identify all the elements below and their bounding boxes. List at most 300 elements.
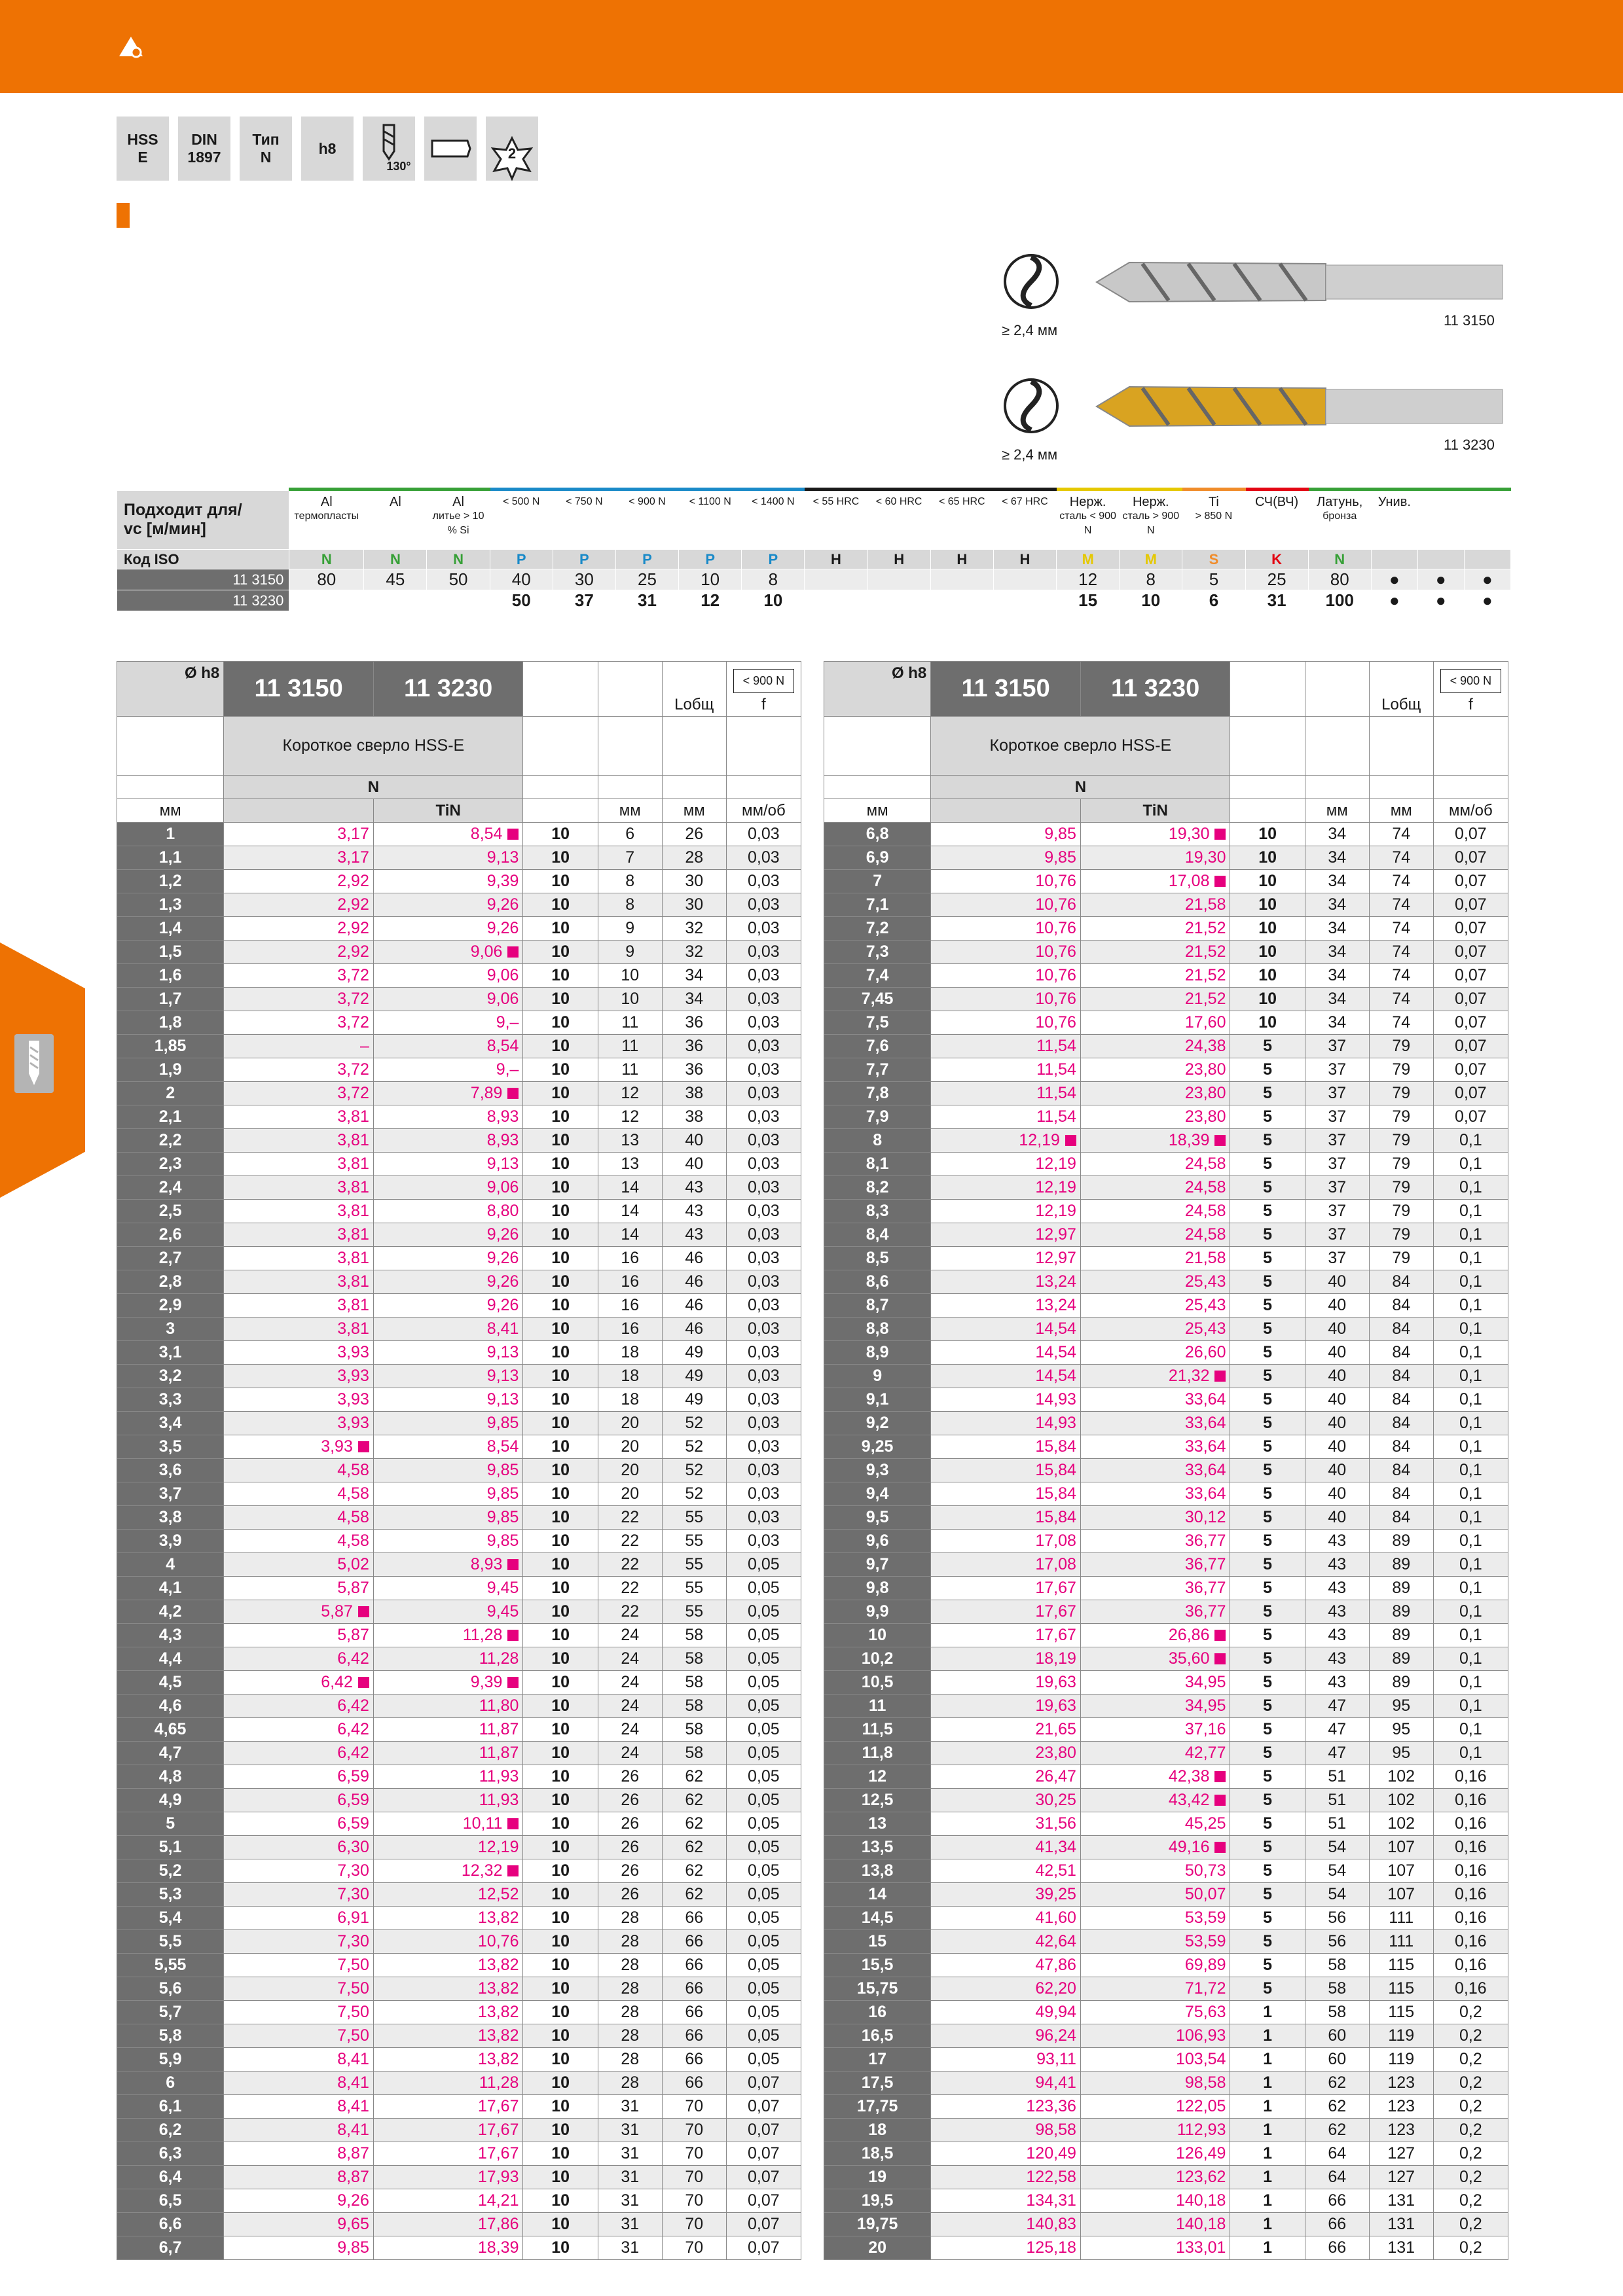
- price-value: 11,28: [479, 1649, 519, 1668]
- unit-l: мм: [1369, 799, 1433, 823]
- col-5: 10: [523, 2024, 598, 2048]
- table-row: [117, 1482, 801, 1506]
- price-2: [373, 2189, 523, 2213]
- col-7: 84: [1369, 1412, 1433, 1435]
- price-value: 15,84: [1035, 1508, 1076, 1526]
- col-5: 10: [523, 2072, 598, 2095]
- price-value: 9,85: [486, 1508, 519, 1526]
- price-1: [931, 1270, 1081, 1294]
- diameter: 11: [824, 1695, 931, 1718]
- price-value: 8,41: [337, 2121, 369, 2139]
- diameter: 1: [117, 823, 224, 846]
- price-2: [373, 1977, 523, 2001]
- price-1: [931, 1200, 1081, 1223]
- price-value: 17,08: [1168, 872, 1210, 890]
- price-1: [931, 1105, 1081, 1129]
- col-6: 43: [1305, 1577, 1369, 1600]
- stock-marker-icon: [358, 1606, 369, 1617]
- price-value: 9,–: [496, 1060, 519, 1079]
- diameter: 9,6: [824, 1530, 931, 1553]
- price-value: 17,93: [477, 2168, 519, 2186]
- col-7: 107: [1369, 1836, 1433, 1859]
- table-row: [117, 893, 801, 917]
- table-row: [824, 1883, 1508, 1907]
- price-1: [931, 2024, 1081, 2048]
- col-8: 0,2: [1433, 2048, 1508, 2072]
- col-5: 10: [523, 1883, 598, 1907]
- price-value: 45,25: [1184, 1814, 1226, 1833]
- price-value: 30,12: [1184, 1508, 1226, 1526]
- price-1: [224, 2001, 374, 2024]
- price-value: 3,17: [337, 848, 369, 867]
- table-row: [117, 2095, 801, 2119]
- col-8: 0,05: [726, 2048, 801, 2072]
- col-6: 60: [1305, 2024, 1369, 2048]
- col-7: 95: [1369, 1718, 1433, 1742]
- col-8: 0,05: [726, 1647, 801, 1671]
- price-2: [373, 1671, 523, 1695]
- col-5: 10: [523, 1365, 598, 1388]
- diameter: 4,4: [117, 1647, 224, 1671]
- col-6: 37: [1305, 1153, 1369, 1176]
- col-8: 0,1: [1433, 1600, 1508, 1624]
- price-value: 9,65: [337, 2215, 369, 2233]
- col-5: 1: [1230, 2048, 1305, 2072]
- head-cell-4: [598, 662, 662, 717]
- col-8: 0,07: [1433, 1035, 1508, 1058]
- price-1: [224, 1624, 374, 1647]
- price-value: 34,95: [1184, 1696, 1226, 1715]
- price-1: [224, 2213, 374, 2236]
- price-value: 30,25: [1035, 1791, 1076, 1809]
- col-7: 49: [662, 1341, 726, 1365]
- vc-value: [805, 569, 867, 590]
- compat-col-16: [1308, 490, 1371, 550]
- col-6: 22: [598, 1577, 662, 1600]
- table-row: [117, 1247, 801, 1270]
- compat-col-9: [867, 490, 930, 550]
- col-7: 127: [1369, 2142, 1433, 2166]
- price-value: 26,60: [1184, 1343, 1226, 1361]
- stock-marker-icon: [507, 1559, 519, 1570]
- col-6: 34: [1305, 846, 1369, 870]
- col-5: 10: [523, 988, 598, 1011]
- head-cell-6: [1433, 662, 1508, 717]
- iso-code: N: [364, 550, 427, 569]
- vc-value: [867, 569, 930, 590]
- col-7: 38: [662, 1105, 726, 1129]
- price-1: [931, 1482, 1081, 1506]
- drill-cross-section-icon: [1002, 376, 1061, 435]
- price-value: 13,82: [477, 1909, 519, 1927]
- col-6: 28: [598, 1907, 662, 1930]
- col-8: 0,1: [1433, 1482, 1508, 1506]
- table-row: [824, 1506, 1508, 1530]
- price-value: 26,47: [1035, 1767, 1076, 1785]
- price-2: [1080, 1907, 1230, 1930]
- col-7: 43: [662, 1223, 726, 1247]
- diameter: 6,9: [824, 846, 931, 870]
- col-8: 0,1: [1433, 1530, 1508, 1553]
- price-2: [1080, 1600, 1230, 1624]
- table-row: [117, 2189, 801, 2213]
- price-value: 7,50: [337, 1956, 369, 1974]
- price-value: 98,58: [1184, 2073, 1226, 2092]
- table-row: [117, 1176, 801, 1200]
- price-2: [373, 1105, 523, 1129]
- col-8: 0,1: [1433, 1176, 1508, 1200]
- price-value: 140,18: [1176, 2191, 1226, 2210]
- price-value: 3,81: [337, 1296, 369, 1314]
- diameter: 7,9: [824, 1105, 931, 1129]
- col-6: 20: [598, 1412, 662, 1435]
- col-6: 62: [1305, 2072, 1369, 2095]
- col-7: 34: [662, 988, 726, 1011]
- col-7: 66: [662, 2001, 726, 2024]
- price-value: 9,45: [486, 1579, 519, 1597]
- price-2: [1080, 1388, 1230, 1412]
- product-min-dia: ≥ 2,4 мм: [1002, 322, 1058, 338]
- iso-code: N: [289, 550, 364, 569]
- col-8: 0,16: [1433, 1930, 1508, 1954]
- price-value: 11,54: [1036, 1107, 1076, 1126]
- col-5: 10: [523, 1859, 598, 1883]
- price-1: [931, 1506, 1081, 1530]
- col-8: 0,1: [1433, 1318, 1508, 1341]
- price-2: [373, 1482, 523, 1506]
- table-row: [117, 1459, 801, 1482]
- price-2: [373, 1270, 523, 1294]
- price-2: [373, 2119, 523, 2142]
- diameter: 5: [117, 1812, 224, 1836]
- price-2: [373, 964, 523, 988]
- diameter: 1,5: [117, 941, 224, 964]
- price-1: [931, 1765, 1081, 1789]
- diameter: 7,7: [824, 1058, 931, 1082]
- col-5: 10: [523, 893, 598, 917]
- col-8: 0,16: [1433, 1812, 1508, 1836]
- compat-row-code: 11 3150: [117, 569, 289, 590]
- price-2: [373, 1365, 523, 1388]
- unit-mm: мм: [117, 799, 224, 823]
- price-1: [224, 1294, 374, 1318]
- col-8: 0,05: [726, 2001, 801, 2024]
- col-6: 26: [598, 1859, 662, 1883]
- price-value: 12,19: [1019, 1131, 1060, 1149]
- price-value: 103,54: [1176, 2050, 1226, 2068]
- diameter: 19,75: [824, 2213, 931, 2236]
- col-7: 84: [1369, 1318, 1433, 1341]
- col-8: 0,07: [1433, 941, 1508, 964]
- code2-label: 11 3230: [1111, 675, 1200, 702]
- price-value: 8,54: [486, 1437, 519, 1456]
- price-1: [931, 846, 1081, 870]
- price-value: 9,26: [486, 1249, 519, 1267]
- col-7: 58: [662, 1695, 726, 1718]
- vc-value: [289, 590, 364, 611]
- diameter: 8,4: [824, 1223, 931, 1247]
- col-7: 58: [662, 1718, 726, 1742]
- vc-value: [364, 590, 427, 611]
- table-row: [117, 1836, 801, 1859]
- diameter: 13,8: [824, 1859, 931, 1883]
- col-7: 79: [1369, 1105, 1433, 1129]
- col-5: 5: [1230, 1742, 1305, 1765]
- col-6: 56: [1305, 1907, 1369, 1930]
- col-6: 47: [1305, 1695, 1369, 1718]
- diameter: 5,3: [117, 1883, 224, 1907]
- price-2: [1080, 2048, 1230, 2072]
- diameter: 19,5: [824, 2189, 931, 2213]
- price-1: [931, 1058, 1081, 1082]
- table-row: [117, 1082, 801, 1105]
- diameter: 15: [824, 1930, 931, 1954]
- price-value: 3,81: [337, 1155, 369, 1173]
- diameter: 14: [824, 1883, 931, 1907]
- head-cell-0: [117, 662, 224, 717]
- diameter: 6,3: [117, 2142, 224, 2166]
- table-row: [117, 1577, 801, 1600]
- price-1: [931, 1553, 1081, 1577]
- price-2: [1080, 1624, 1230, 1647]
- price-2: [373, 2072, 523, 2095]
- table-row: [824, 1035, 1508, 1058]
- col-6: 18: [598, 1388, 662, 1412]
- price-value: 69,89: [1184, 1956, 1226, 1974]
- f_label-label: f: [1468, 696, 1473, 713]
- compat-col-h2: термопласты: [294, 511, 359, 522]
- price-value: 8,87: [337, 2144, 369, 2162]
- col-5: 1: [1230, 2236, 1305, 2260]
- col-8: 0,16: [1433, 1789, 1508, 1812]
- price-value: 21,65: [1035, 1720, 1076, 1738]
- price-1: [931, 1600, 1081, 1624]
- col-7: 46: [662, 1294, 726, 1318]
- col-5: 10: [523, 1153, 598, 1176]
- table-row: [117, 1930, 801, 1954]
- price-2: [373, 1812, 523, 1836]
- col-5: 5: [1230, 1341, 1305, 1365]
- table-row: [824, 1388, 1508, 1412]
- price-2: [373, 1647, 523, 1671]
- col-7: 89: [1369, 1624, 1433, 1647]
- col-8: 0,03: [726, 1247, 801, 1270]
- price-value: 5,87: [337, 1626, 369, 1644]
- iso-code: P: [553, 550, 615, 569]
- price-2: [1080, 941, 1230, 964]
- col-7: 32: [662, 941, 726, 964]
- diameter: 9,2: [824, 1412, 931, 1435]
- price-1: [931, 1742, 1081, 1765]
- unit-mm: мм: [1305, 799, 1369, 823]
- table-row: [824, 1270, 1508, 1294]
- col-5: 10: [523, 1695, 598, 1718]
- col-5: 10: [523, 2001, 598, 2024]
- table-row: [824, 1435, 1508, 1459]
- col-6: 37: [1305, 1223, 1369, 1247]
- price-value: 33,64: [1184, 1484, 1226, 1503]
- col-6: 34: [1305, 988, 1369, 1011]
- spec-box-0: [117, 117, 169, 181]
- price-2: [373, 1294, 523, 1318]
- col-7: 115: [1369, 2001, 1433, 2024]
- price-value: 10,76: [1035, 919, 1076, 937]
- spec-box-1: [178, 117, 230, 181]
- price-2: [1080, 2189, 1230, 2213]
- price-1: [931, 2236, 1081, 2260]
- col-6: 40: [1305, 1294, 1369, 1318]
- col-7: 127: [1369, 2166, 1433, 2189]
- price-1: [224, 1435, 374, 1459]
- col-5: 10: [523, 1600, 598, 1624]
- price-1: [931, 1035, 1081, 1058]
- col-6: 37: [1305, 1058, 1369, 1082]
- hoffmann-logo-icon: [117, 34, 147, 59]
- col-7: 79: [1369, 1200, 1433, 1223]
- col-7: 62: [662, 1812, 726, 1836]
- iso-code: H: [930, 550, 993, 569]
- price-1: [224, 1671, 374, 1695]
- col-6: 40: [1305, 1435, 1369, 1459]
- price-2: [1080, 1718, 1230, 1742]
- col-8: 0,1: [1433, 1247, 1508, 1270]
- col-6: 40: [1305, 1459, 1369, 1482]
- compat-row-code: 11 3230: [117, 590, 289, 611]
- price-value: 23,80: [1184, 1060, 1226, 1079]
- compat-col-8: [805, 490, 867, 550]
- vc-value: [993, 590, 1056, 611]
- table-row: [117, 1318, 801, 1341]
- col-7: 119: [1369, 2048, 1433, 2072]
- price-2: [1080, 1435, 1230, 1459]
- price-value: 3,93: [337, 1390, 369, 1408]
- price-value: 8,41: [337, 2097, 369, 2115]
- spec-box-2: [240, 117, 292, 181]
- price-1: [931, 1789, 1081, 1812]
- col-6: 24: [598, 1647, 662, 1671]
- col-6: 7: [598, 846, 662, 870]
- col-5: 5: [1230, 1294, 1305, 1318]
- col-8: 0,1: [1433, 1506, 1508, 1530]
- col-7: 79: [1369, 1223, 1433, 1247]
- price-value: 6,91: [337, 1909, 369, 1927]
- price-value: 14,54: [1035, 1367, 1076, 1385]
- col-5: 10: [523, 1459, 598, 1482]
- price-value: 6,59: [337, 1814, 369, 1833]
- price-value: 94,41: [1035, 2073, 1076, 2092]
- col-5: 5: [1230, 1859, 1305, 1883]
- diameter: 2,6: [117, 1223, 224, 1247]
- price-2: [373, 917, 523, 941]
- n900-label: < 900 N: [1440, 669, 1501, 693]
- table-row: [824, 1930, 1508, 1954]
- col-8: 0,2: [1433, 2119, 1508, 2142]
- price-2: [373, 1129, 523, 1153]
- col-5: 1: [1230, 2095, 1305, 2119]
- price-2: [373, 823, 523, 846]
- price-2: [373, 1789, 523, 1812]
- table-row: [824, 1742, 1508, 1765]
- col-6: 58: [1305, 1977, 1369, 2001]
- diameter: 9,7: [824, 1553, 931, 1577]
- price-value: 133,01: [1176, 2238, 1226, 2257]
- col-5: 5: [1230, 1789, 1305, 1812]
- col-6: 10: [598, 964, 662, 988]
- garant-logo: [117, 203, 130, 228]
- table-row: [824, 2142, 1508, 2166]
- col-6: 22: [598, 1506, 662, 1530]
- price-1: [224, 2166, 374, 2189]
- price-1: [224, 1341, 374, 1365]
- price-2: [1080, 1318, 1230, 1341]
- price-2: [1080, 1200, 1230, 1223]
- col-5: 10: [523, 1907, 598, 1930]
- col-7: 74: [1369, 964, 1433, 988]
- col-8: 0,03: [726, 1318, 801, 1341]
- col-6: 34: [1305, 1011, 1369, 1035]
- col-8: 0,16: [1433, 1954, 1508, 1977]
- price-2: [1080, 1836, 1230, 1859]
- price-1: [224, 1883, 374, 1907]
- diameter: 1,3: [117, 893, 224, 917]
- col-6: 40: [1305, 1341, 1369, 1365]
- diameter: 16,5: [824, 2024, 931, 2048]
- col-7: 89: [1369, 1553, 1433, 1577]
- price-2: [373, 1011, 523, 1035]
- price-value: 11,54: [1036, 1060, 1076, 1079]
- col-5: 5: [1230, 1082, 1305, 1105]
- spec-box-text: DIN: [191, 131, 217, 148]
- col-6: 16: [598, 1270, 662, 1294]
- table-row: [824, 870, 1508, 893]
- col-7: 58: [662, 1624, 726, 1647]
- table-row: [117, 1223, 801, 1247]
- col-6: 14: [598, 1200, 662, 1223]
- price-1: [224, 1153, 374, 1176]
- col-6: 66: [1305, 2236, 1369, 2260]
- diameter: 4,6: [117, 1695, 224, 1718]
- table-row: [824, 1600, 1508, 1624]
- table-row: [824, 1129, 1508, 1153]
- col-5: 1: [1230, 2072, 1305, 2095]
- price-1: [931, 1930, 1081, 1954]
- col-5: 10: [523, 1105, 598, 1129]
- compat-col-0: [289, 490, 364, 550]
- price-value: 41,34: [1035, 1838, 1076, 1856]
- table-row: [824, 1553, 1508, 1577]
- table-row: [117, 1765, 801, 1789]
- stock-marker-icon: [1214, 1630, 1226, 1641]
- compat-col-1: [364, 490, 427, 550]
- col-6: 14: [598, 1176, 662, 1200]
- price-1: [931, 1365, 1081, 1388]
- col-5: 10: [1230, 917, 1305, 941]
- table-row: [117, 1506, 801, 1530]
- col-6: 40: [1305, 1270, 1369, 1294]
- col-5: 10: [523, 941, 598, 964]
- price-1: [224, 1105, 374, 1129]
- col-5: 10: [523, 1836, 598, 1859]
- price-1: [931, 1718, 1081, 1742]
- compat-col-h2: < 500 N: [502, 496, 540, 507]
- stock-marker-icon: [1214, 876, 1226, 887]
- table-row: [117, 1671, 801, 1695]
- price-2: [373, 1341, 523, 1365]
- col-8: 0,05: [726, 1600, 801, 1624]
- col-5: 5: [1230, 1671, 1305, 1695]
- col-6: 22: [598, 1530, 662, 1553]
- price-value: 17,86: [477, 2215, 519, 2233]
